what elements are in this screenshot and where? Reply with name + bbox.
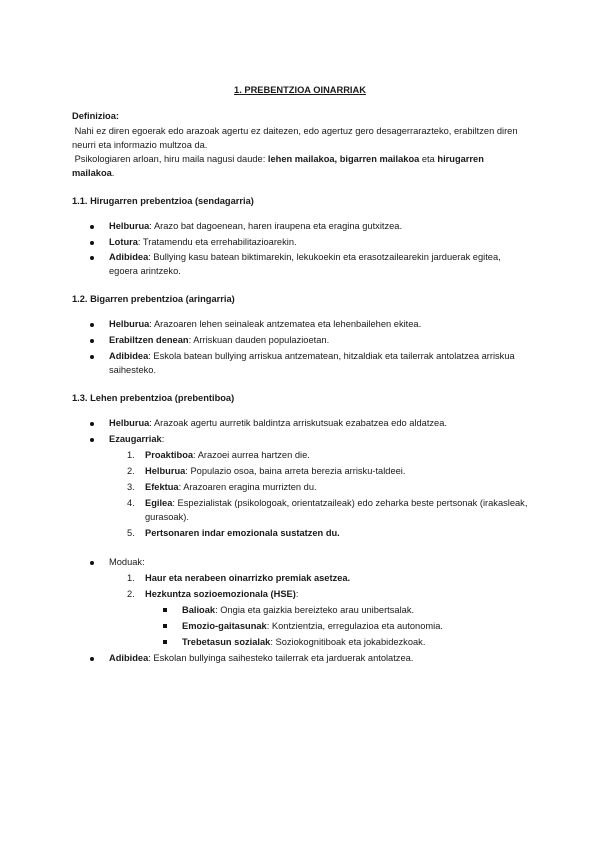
list-item: Adibidea: Bullying kasu batean biktimarekin, lekukoekin eta erasotzailearekin jarduerak egitea, egoera arintzeko.	[72, 251, 528, 279]
section-heading-1-1: 1.1. Hirugarren prebentzioa (sendagarria)	[72, 195, 254, 206]
hse-list	[109, 604, 528, 650]
numbered-item: 2. Helburua: Populazio osoa, baina arreta berezia arrisku-taldeei.	[127, 465, 406, 476]
section-heading-1-3: 1.3. Lehen prebentzioa (prebentiboa)	[72, 393, 235, 403]
numbered-item: 1. Haur eta nerabeen oinarrizko premiak asetzea.	[127, 573, 351, 584]
document-page	[72, 84, 528, 668]
numbered-item: 4. Egilea: Espezialistak (psikologoak, orientatzaileak) edo zeharka beste pertsonak (irakasleak, gurasoak).	[127, 497, 528, 522]
list-item: Helburua: Arazo bat dagoenean, haren iraupena eta eragina gutxitzea.	[72, 220, 528, 234]
numbered-item: 2. Hezkuntza sozioemozionala (HSE): Balioak: Ongia eta gaizkia bereizteko arau unibertsalak. Emozio-gaitasunak: Kontzientzia, erregulazioa eta autonomia. Trebetasun sozialak: Soziokognitiboak eta jokabidezkoak.	[109, 588, 528, 650]
ezaugarriak-list	[109, 449, 528, 541]
list-item: Lotura: Tratamendu eta errehabilitazioarekin.	[72, 236, 528, 250]
section-1-3-list	[72, 417, 528, 666]
definition-label: Definizioa:	[72, 110, 120, 121]
section-1-1-list	[72, 220, 528, 280]
list-item: Adibidea: Eskola batean bullying arriskua antzematean, hitzaldiak eta tailerrak antolatzea arriskua saihesteko.	[72, 350, 528, 378]
numbered-item: 5. Pertsonaren indar emozionala sustatzen du.	[127, 527, 340, 538]
definition-levels: Psikologiaren arloan, hiru maila nagusi daude: lehen mailakoa, bigarren mailakoa eta hirugarren mailakoa.	[72, 153, 484, 178]
page-title: 1. PREBENTZIOA OINARRIAK	[234, 85, 366, 95]
list-item: Helburua: Arazoaren lehen seinaleak antzematea eta lehenbailehen ekitea.	[72, 318, 528, 332]
square-item: Emozio-gaitasunak: Kontzientzia, erregulazioa eta autonomia.	[109, 620, 528, 634]
numbered-item: 3. Efektua: Arazoaren eragina murrizten du.	[127, 481, 317, 492]
numbered-item: 1. Proaktiboa: Arazoei aurrea hartzen die.	[127, 449, 310, 460]
section-1-2-list	[72, 318, 528, 378]
list-item-moduak: Moduak: 1. Haur eta nerabeen oinarrizko premiak asetzea. 2. Hezkuntza sozioemozionala (HSE): Balioak: Ongia eta gaizkia bereizteko arau unibertsalak. Emozio-gaitasunak: Kontzientzia, erregulazioa eta autonomia. Trebetasun sozialak: Soziokognitiboak eta jokabidezkoak.	[72, 556, 528, 650]
moduak-list	[109, 572, 528, 650]
list-item-ezaugarriak: Ezaugarriak: 1. Proaktiboa: Arazoei aurrea hartzen die. 2. Helburua: Populazio osoa, baina arreta berezia arrisku-taldeei. 3. Efektua: Arazoaren eragina murrizten du. 4. Egilea: Espezialistak (psikologoak, orientatzaileak) edo zeharka beste pertsonak (irakasleak, gurasoak). 5. Pertsonaren indar emozionala sustatzen du.	[72, 433, 528, 555]
definition-text: Nahi ez diren egoerak edo arazoak agertu ez daitezen, edo agertuz gero desagerrarazteko, erabiltzen diren neurri eta informazio multzoa da.	[72, 125, 518, 150]
list-item: Helburua: Arazoak agertu aurretik baldintza arriskutsuak ezabatzea edo aldatzea.	[72, 417, 528, 431]
list-item: Adibidea: Eskolan bullyinga saihesteko tailerrak eta jarduerak antolatzea.	[72, 652, 528, 666]
list-item: Erabiltzen denean: Arriskuan dauden populazioetan.	[72, 334, 528, 348]
square-item: Trebetasun sozialak: Soziokognitiboak eta jokabidezkoak.	[109, 636, 528, 650]
section-heading-1-2: 1.2. Bigarren prebentzioa (aringarria)	[72, 294, 235, 305]
square-item: Balioak: Ongia eta gaizkia bereizteko arau unibertsalak.	[109, 604, 528, 618]
